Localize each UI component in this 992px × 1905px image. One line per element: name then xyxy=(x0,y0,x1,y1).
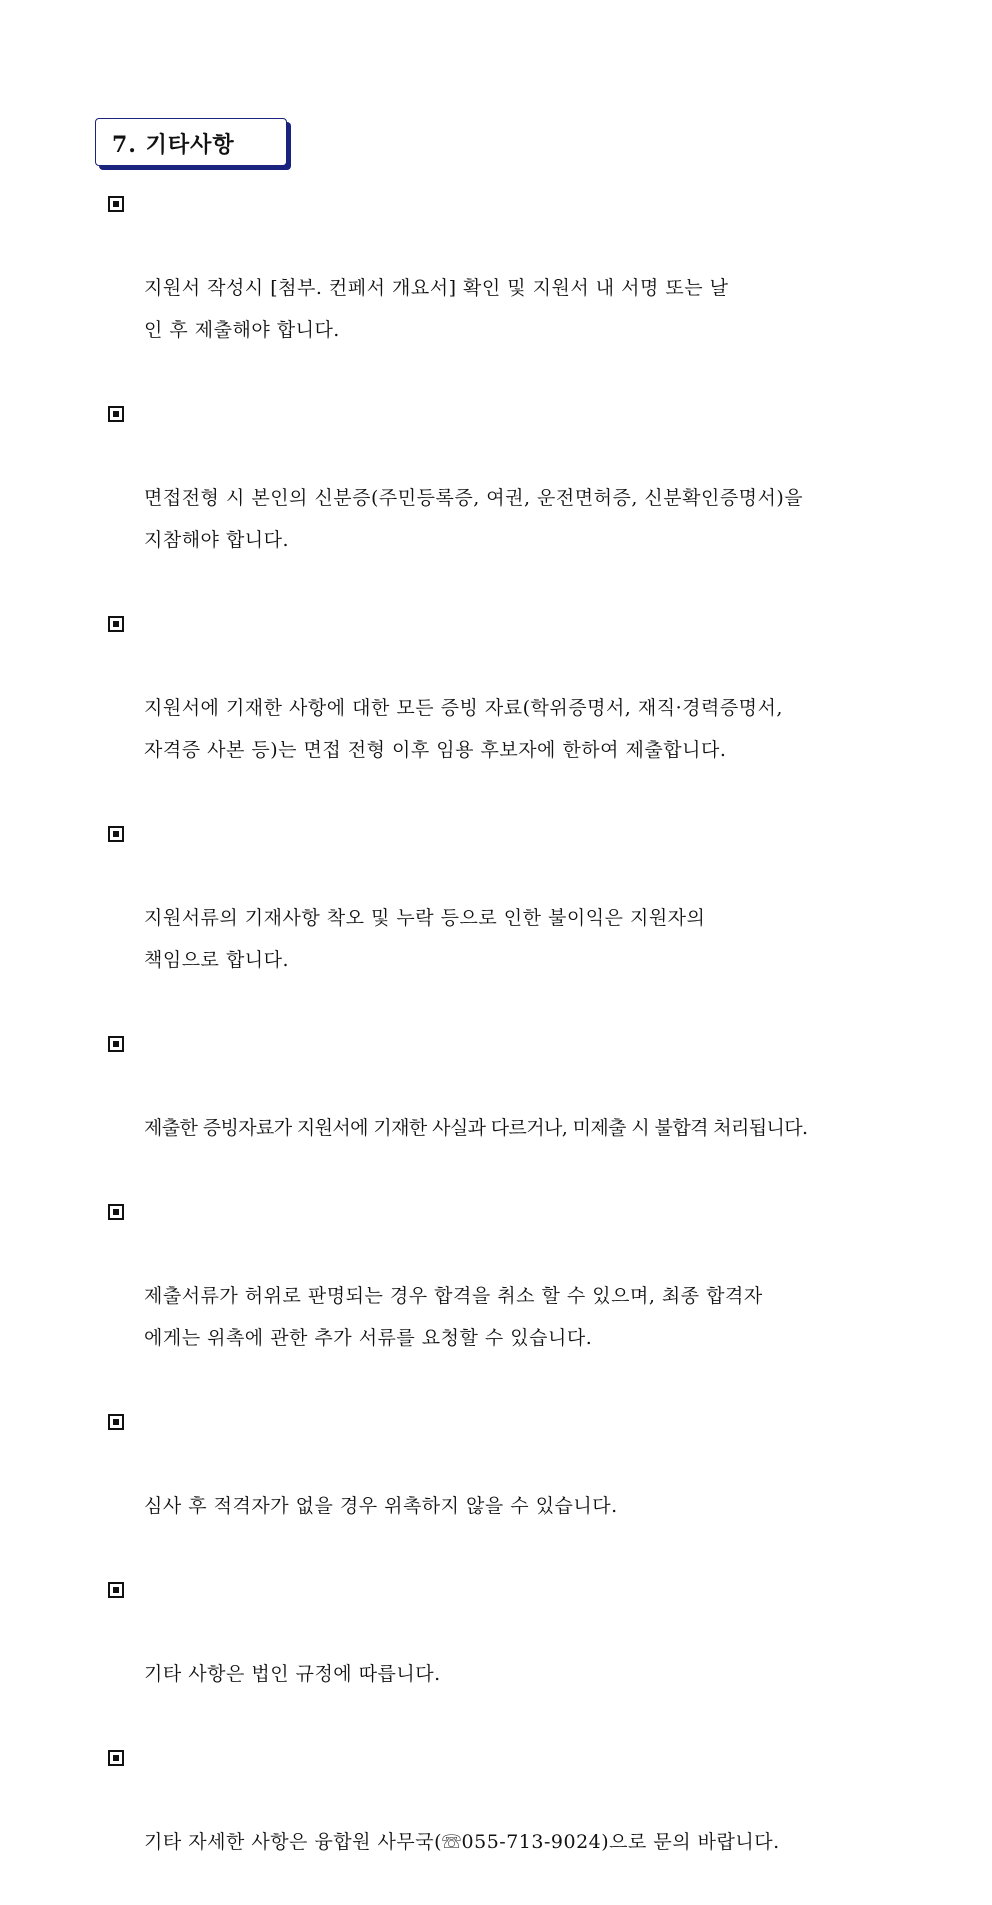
square-bullet-icon xyxy=(108,1204,124,1220)
notice-item-4 xyxy=(106,813,898,1023)
notice-item-9 xyxy=(106,1737,898,1905)
notice-text: 지원서에 기재한 사항에 대한 모든 증빙 자료(학위증명서, 재직·경력증명서, 자격증 사본 등)는 면접 전형 이후 임용 후보자에 한하여 제출합니다. xyxy=(144,697,783,761)
notice-text: 제출서류가 허위로 판명되는 경우 합격을 취소 할 수 있으며, 최종 합격자 에게는 위촉에 관한 추가 서류를 요청할 수 있습니다. xyxy=(144,1285,763,1349)
section-header xyxy=(95,118,287,166)
notice-text: 기타 자세한 사항은 융합원 사무국(☏055-713-9024)으로 문의 바랍니다. xyxy=(144,1831,780,1853)
notice-item-8 xyxy=(106,1569,898,1737)
square-bullet-icon xyxy=(108,826,124,842)
square-bullet-icon xyxy=(108,196,124,212)
notice-item-3 xyxy=(106,603,898,813)
section-title: 7. 기타사항 xyxy=(112,132,235,158)
square-bullet-icon xyxy=(108,1036,124,1052)
square-bullet-icon xyxy=(108,1750,124,1766)
notice-list xyxy=(106,183,898,1905)
square-bullet-icon xyxy=(108,1582,124,1598)
square-bullet-icon xyxy=(108,406,124,422)
notice-item-1 xyxy=(106,183,898,393)
notice-item-6 xyxy=(106,1191,898,1401)
notice-item-7 xyxy=(106,1401,898,1569)
square-bullet-icon xyxy=(108,616,124,632)
notice-text: 심사 후 적격자가 없을 경우 위촉하지 않을 수 있습니다. xyxy=(144,1495,618,1517)
notice-text: 면접전형 시 본인의 신분증(주민등록증, 여권, 운전면허증, 신분확인증명서)을 지참해야 합니다. xyxy=(144,487,804,551)
notice-text: 제출한 증빙자료가 지원서에 기재한 사실과 다르거나, 미제출 시 불합격 처리됩니다. xyxy=(144,1117,808,1139)
notice-text: 기타 사항은 법인 규정에 따릅니다. xyxy=(144,1663,441,1685)
notice-text: 지원서 작성시 [첨부. 컨페서 개요서] 확인 및 지원서 내 서명 또는 날 인 후 제출해야 합니다. xyxy=(144,277,729,341)
notice-item-2 xyxy=(106,393,898,603)
square-bullet-icon xyxy=(108,1414,124,1430)
notice-text: 지원서류의 기재사항 착오 및 누락 등으로 인한 불이익은 지원자의 책임으로 합니다. xyxy=(144,907,706,971)
notice-item-5 xyxy=(106,1023,898,1191)
